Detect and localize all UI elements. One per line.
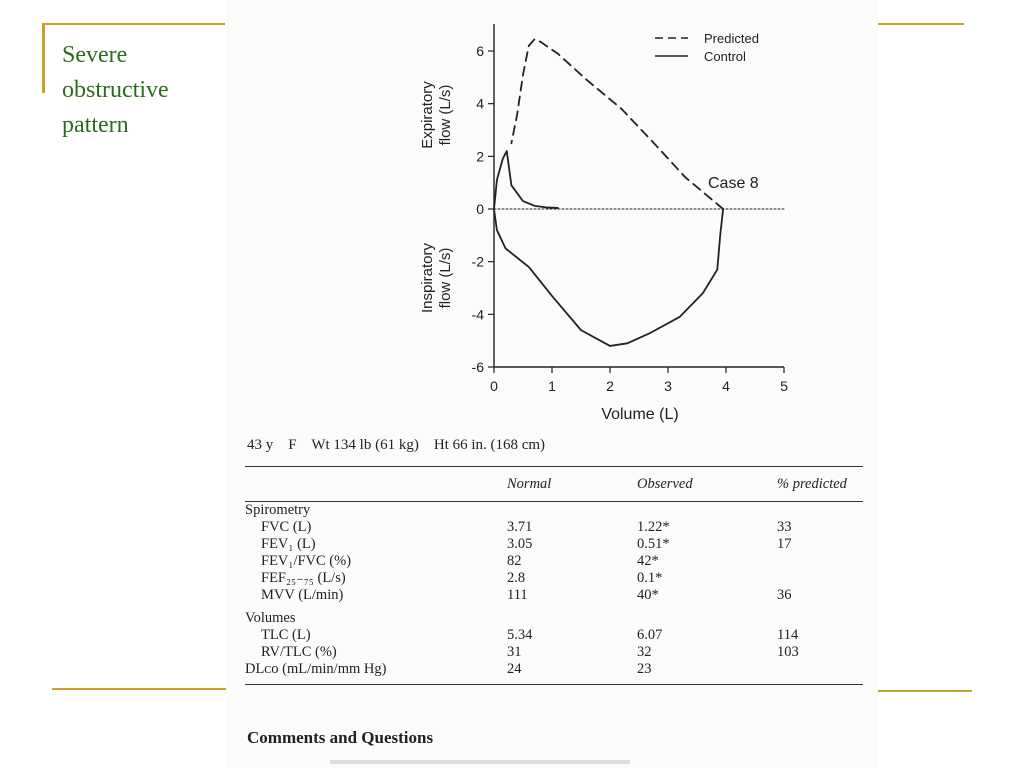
y-tick-label: 2: [476, 148, 484, 165]
cell-value: 42*: [637, 553, 659, 569]
cell-value: 40*: [637, 587, 659, 603]
bottom-right-rule: [878, 690, 972, 692]
y-tick-label: -4: [471, 306, 484, 323]
y-axis-label-lower: Inspiratoryflow (L/s): [419, 242, 454, 314]
table-row: [245, 644, 863, 661]
header-percent-predicted: % predicted: [777, 467, 863, 502]
row-label: MVV (L/min): [261, 587, 344, 603]
cell-value: [777, 570, 863, 587]
cell-value: 82: [507, 553, 522, 569]
cell-value: [507, 604, 637, 627]
cell-value: 3.71: [507, 519, 533, 535]
cell-value: 5.34: [507, 627, 533, 643]
cell-value: 114: [777, 627, 799, 643]
cell-value: [777, 604, 863, 627]
row-label: FEV₁/FVC (%): [261, 553, 352, 569]
patient-height: Ht 66 in. (168 cm): [433, 437, 546, 453]
header-normal: Normal: [507, 467, 637, 502]
cell-value: 23: [637, 661, 777, 685]
cell-value: 3.05: [507, 536, 533, 552]
cell-value: [777, 502, 863, 520]
cell-value: [507, 502, 637, 520]
pulmonary-function-table: [245, 466, 863, 685]
x-axis-label: Volume (L): [601, 406, 679, 423]
y-axis-label-upper: Expiratoryflow (L/s): [419, 81, 454, 149]
table-row: [245, 553, 863, 570]
slide-title: Severe obstructive pattern: [62, 42, 169, 138]
header-label: [245, 467, 507, 502]
row-label: FVC (L): [261, 519, 312, 535]
y-tick-label: -6: [471, 359, 484, 375]
cell-value: 24: [507, 661, 637, 685]
cell-value: 33: [777, 519, 792, 535]
row-label: RV/TLC (%): [261, 644, 337, 660]
y-tick-label: 0: [476, 201, 484, 217]
row-label: Volumes: [245, 610, 296, 626]
cell-value: 2.8: [507, 570, 526, 586]
table-row-dlco: [245, 661, 863, 685]
cell-value: 31: [507, 644, 522, 660]
x-tick-label: 0: [490, 378, 498, 394]
row-label: DLᴄᴏ (mL/min/mm Hg): [245, 661, 507, 685]
legend-control-label: Control: [704, 49, 746, 64]
legend-predicted-label: Predicted: [704, 31, 759, 46]
cell-value: [637, 604, 777, 627]
x-tick-label: 3: [664, 378, 672, 394]
series-inspiratory-line: [494, 209, 723, 346]
x-tick-label: 4: [722, 378, 730, 394]
cell-value: [777, 661, 863, 685]
x-tick-label: 1: [548, 378, 556, 394]
group-heading-row: [245, 502, 863, 520]
cell-value: 17: [777, 536, 792, 552]
header-observed: Observed: [637, 467, 777, 502]
comments-heading: Comments and Questions: [247, 728, 434, 747]
legend: [655, 31, 759, 64]
table-header-row: [245, 467, 863, 502]
cell-value: 36: [777, 587, 792, 603]
bottom-left-rule: [52, 688, 227, 690]
cell-value: 103: [777, 644, 799, 660]
table-row: [245, 587, 863, 604]
series-control-line: [494, 151, 558, 209]
row-label: FEV₁ (L): [261, 536, 316, 552]
cell-value: 0.1*: [637, 570, 663, 586]
y-tick-label: 4: [476, 95, 484, 112]
row-label: FEF₂₅₋₇₅ (L/s): [261, 570, 346, 586]
row-label: TLC (L): [261, 627, 311, 643]
cell-value: [777, 553, 863, 570]
cell-value: [637, 502, 777, 520]
patient-sex: F: [288, 437, 297, 453]
patient-demographics: [247, 437, 545, 454]
cell-value: 32: [637, 644, 652, 660]
cell-value: 1.22*: [637, 519, 670, 535]
patient-weight: Wt 134 lb (61 kg): [311, 437, 419, 453]
x-tick-label: 2: [606, 378, 614, 394]
table-row: [245, 627, 863, 644]
y-tick-label: 6: [476, 43, 484, 59]
patient-age: 43 y: [247, 437, 274, 453]
table-row: [245, 570, 863, 587]
series-predicted-line: [511, 39, 723, 209]
group-heading-row: [245, 604, 863, 627]
cell-value: 6.07: [637, 627, 663, 643]
cropped-text-line: [330, 760, 630, 764]
table-row: [245, 536, 863, 553]
row-label: Spirometry: [245, 502, 311, 518]
y-tick-label: -2: [471, 253, 484, 270]
cell-value: 111: [507, 587, 528, 603]
x-tick-label: 5: [780, 378, 788, 394]
cell-value: 0.51*: [637, 536, 670, 552]
case-annotation: Case 8: [708, 175, 759, 192]
table-row: [245, 519, 863, 536]
